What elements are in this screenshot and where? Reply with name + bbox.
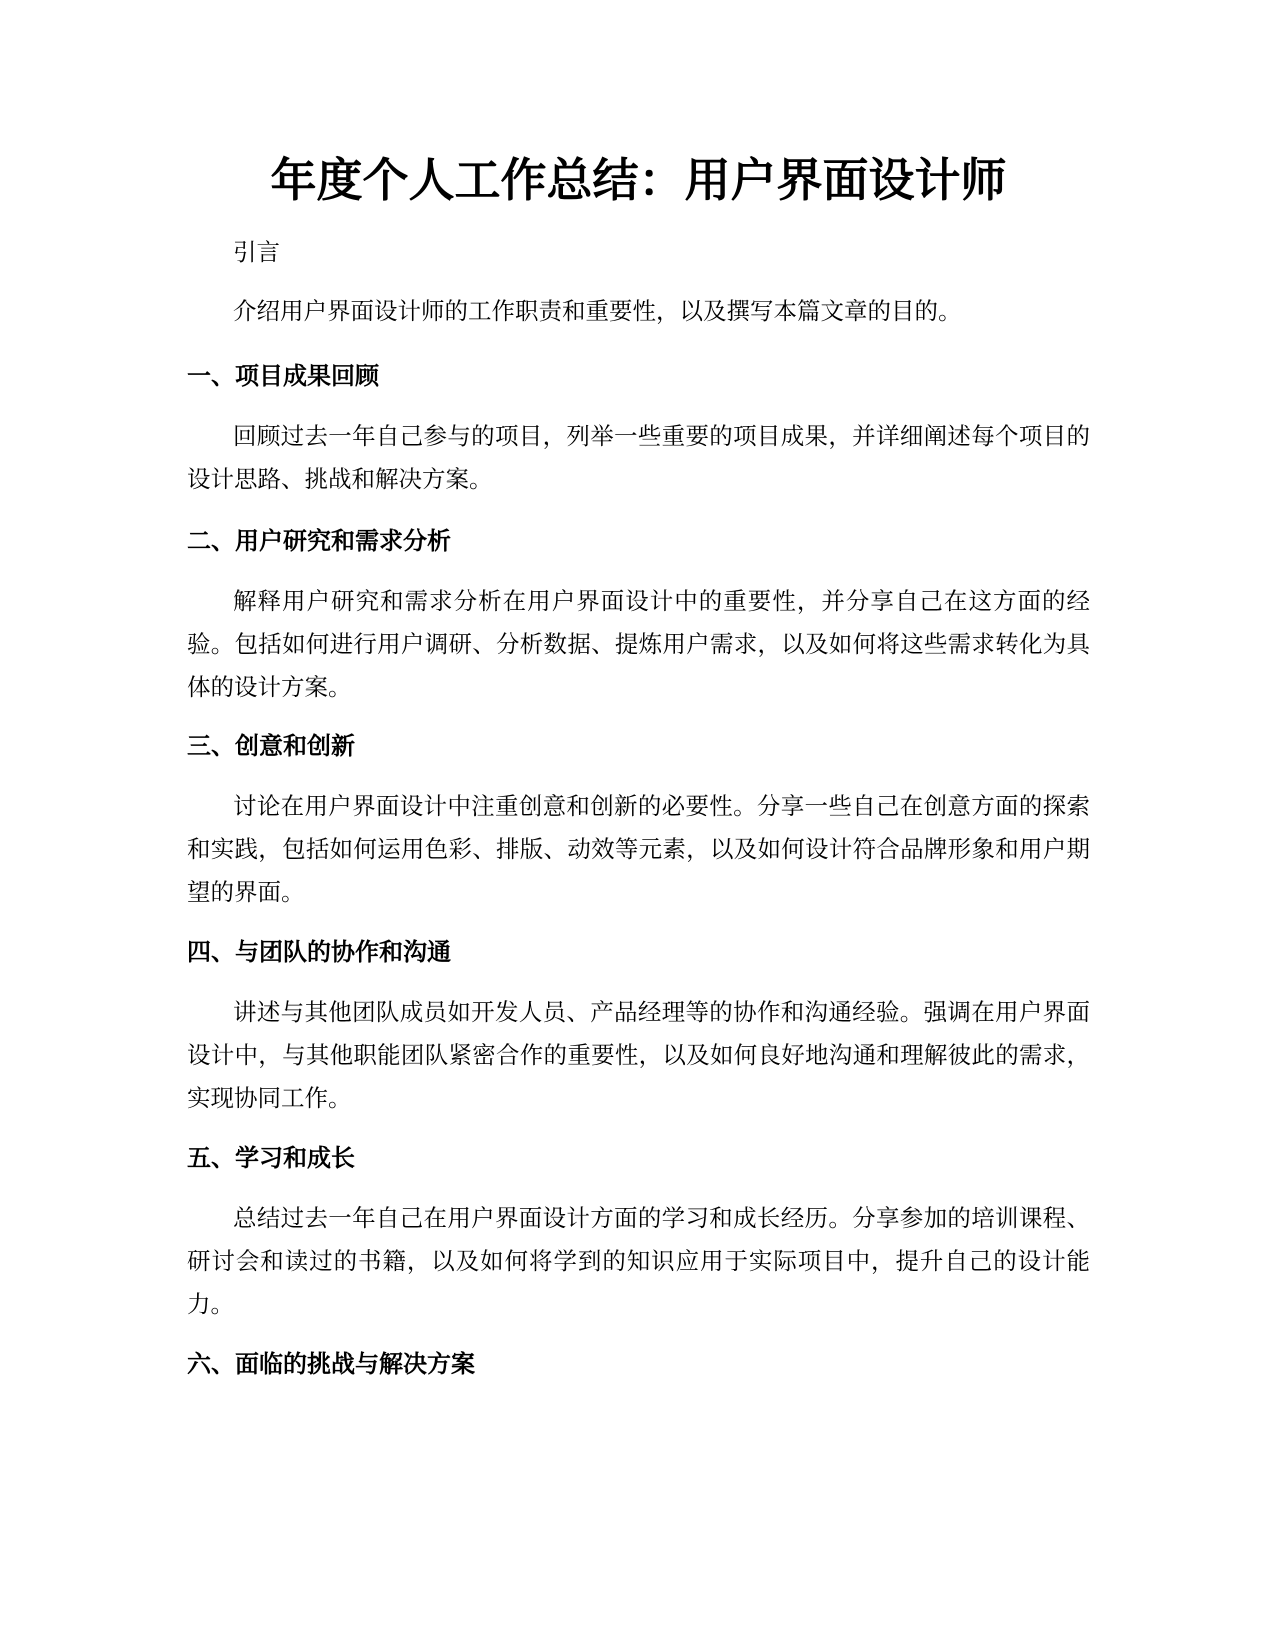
section-heading-6: 六、面临的挑战与解决方案 xyxy=(187,1350,475,1378)
section-heading-5: 五、学习和成长 xyxy=(187,1144,355,1172)
section-paragraph-2: 解释用户研究和需求分析在用户界面设计中的重要性，并分享自己在这方面的经验。包括如何进行用户调研、分析数据、提炼用户需求，以及如何将这些需求转化为具体的设计方案。 xyxy=(187,587,1090,701)
section-heading-2: 二、用户研究和需求分析 xyxy=(187,527,451,555)
section-paragraph-1: 回顾过去一年自己参与的项目，列举一些重要的项目成果，并详细阐述每个项目的设计思路、挑战和解决方案。 xyxy=(187,422,1090,493)
section-paragraph-4: 讲述与其他团队成员如开发人员、产品经理等的协作和沟通经验。强调在用户界面设计中，与其他职能团队紧密合作的重要性，以及如何良好地沟通和理解彼此的需求，实现协同工作。 xyxy=(187,998,1090,1112)
section-heading-1: 一、项目成果回顾 xyxy=(187,362,379,390)
intro-label: 引言 xyxy=(233,238,280,266)
section-paragraph-5: 总结过去一年自己在用户界面设计方面的学习和成长经历。分享参加的培训课程、研讨会和读过的书籍，以及如何将学到的知识应用于实际项目中，提升自己的设计能力。 xyxy=(187,1204,1090,1318)
intro-paragraph: 介绍用户界面设计师的工作职责和重要性，以及撰写本篇文章的目的。 xyxy=(233,297,962,325)
section-paragraph-3: 讨论在用户界面设计中注重创意和创新的必要性。分享一些自己在创意方面的探索和实践，包括如何运用色彩、排版、动效等元素，以及如何设计符合品牌形象和用户期望的界面。 xyxy=(187,792,1090,906)
section-heading-4: 四、与团队的协作和沟通 xyxy=(187,938,451,966)
document-title: 年度个人工作总结：用户界面设计师 xyxy=(270,153,1007,207)
document-page xyxy=(187,0,1090,1650)
section-heading-3: 三、创意和创新 xyxy=(187,732,355,760)
